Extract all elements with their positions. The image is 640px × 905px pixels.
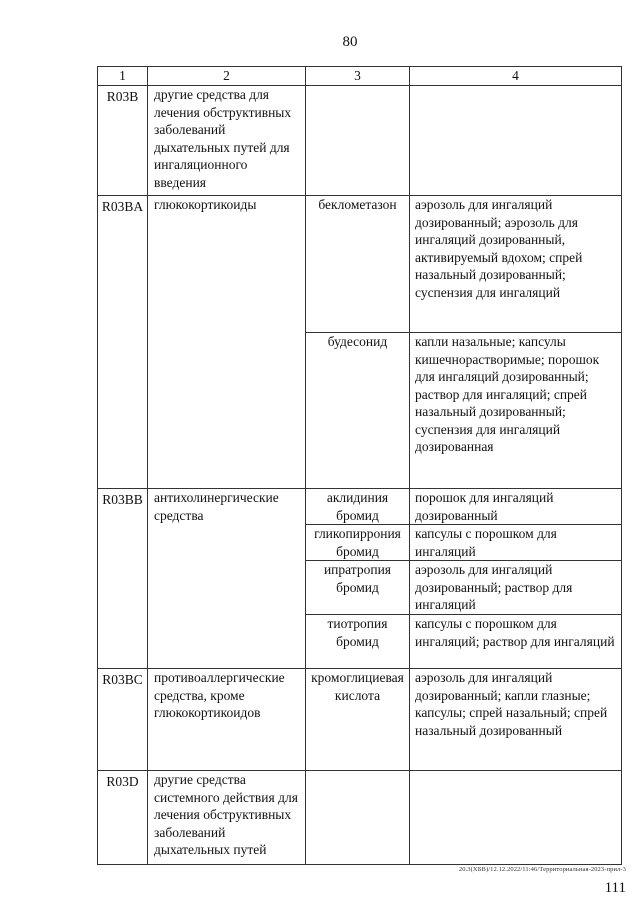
drug-name: гликопиррония бромид: [306, 525, 410, 561]
drug-name: кромоглициевая кислота: [306, 669, 410, 771]
page-number: 80: [342, 34, 358, 50]
column-header: 1: [98, 67, 148, 86]
drug-name: тиотропия бромид: [306, 615, 410, 669]
table-row: [98, 196, 622, 333]
column-header: 4: [410, 67, 622, 86]
dosage-forms: порошок для ингаляций дозированный: [410, 489, 622, 525]
table-row: [98, 86, 622, 196]
dosage-forms: аэрозоль для ингаляций дозированный; раствор для ингаляций: [410, 561, 622, 615]
drug-name: будесонид: [306, 333, 410, 489]
table-row: [98, 771, 622, 865]
dosage-forms: капсулы с порошком для ингаляций; раствор для ингаляций: [410, 615, 622, 669]
atc-code: R03BA: [98, 196, 148, 489]
table-header-row: [98, 67, 622, 86]
atc-code: R03BB: [98, 489, 148, 669]
group-name: другие средства для лечения обструктивных заболеваний дыхательных путей для ингаляционного введения: [148, 86, 306, 196]
group-name: антихолинергические средства: [148, 489, 306, 669]
atc-code: R03D: [98, 771, 148, 865]
group-name: другие средства системного действия для лечения обструктивных заболеваний дыхательных путей: [148, 771, 306, 865]
atc-code: R03B: [98, 86, 148, 196]
dosage-forms: капли назальные; капсулы кишечнорастворимые; порошок для ингаляций дозированный; раствор для ингаляций; спрей назальный дозированный; суспензия для ингаляций дозированная: [410, 333, 622, 489]
drug-name: ипратропия бромид: [306, 561, 410, 615]
dosage-forms: аэрозоль для ингаляций дозированный; аэрозоль для ингаляций дозированный, активируемый вдохом; спрей назальный дозированный; суспензия для ингаляций: [410, 196, 622, 333]
footer-stamp: 20.3(ХБВ)/12.12.2022/11:46/Территориальная-2023-прил-3: [458, 866, 626, 873]
group-name: глюкокортикоиды: [148, 196, 306, 489]
dosage-forms: аэрозоль для ингаляций дозированный; капли глазные; капсулы; спрей назальный; спрей назальный дозированный: [410, 669, 622, 771]
atc-code: R03BC: [98, 669, 148, 771]
group-name: противоаллергические средства, кроме глюкокортикоидов: [148, 669, 306, 771]
dosage-forms: капсулы с порошком для ингаляций: [410, 525, 622, 561]
drug-name: беклометазон: [306, 196, 410, 333]
column-header: 3: [306, 67, 410, 86]
drug-classification-table: [97, 66, 622, 865]
table-row: [98, 489, 622, 525]
column-header: 2: [148, 67, 306, 86]
table-row: [98, 669, 622, 771]
drug-name: аклидиния бромид: [306, 489, 410, 525]
sheet-number: 111: [604, 880, 626, 896]
